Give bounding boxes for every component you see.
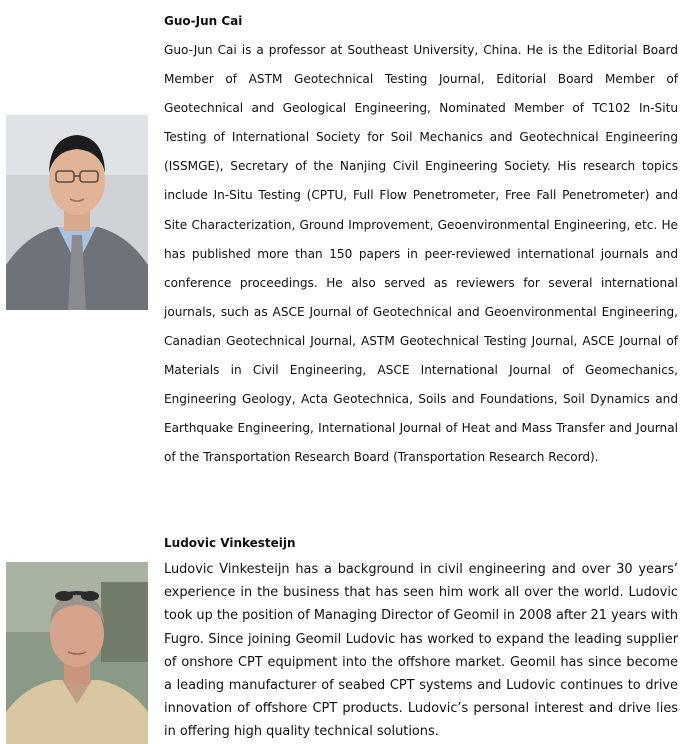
person-name: Ludovic Vinkesteijn: [164, 536, 296, 550]
biography-ludovic-vinkesteijn: [0, 530, 686, 744]
portrait-photo: [6, 562, 148, 744]
biography-text: Ludovic Vinkesteijn has a background in civil engineering and over 30 years’ experience in the business that has seen him work all over the world. Ludovic took up the position of Managing Director of Geomil in 2008 after 21 years with Fugro. Since joining Geomil Ludovic has worked to expand the leading supplier of onshore CPT equipment into the offshore market. Geomil has since become a leading manufacturer of seabed CPT systems and Ludovic continues to drive innovation of offshore CPT products. Ludovic’s personal interest and drive lies in offering high quality technical solutions.: [164, 562, 678, 740]
portrait-photo: [6, 115, 148, 310]
person-name: Guo-Jun Cai: [164, 14, 243, 28]
biography-text: Guo-Jun Cai is a professor at Southeast University, China. He is the Editorial Board Member of ASTM Geotechnical Testing Journal, Editorial Board Member of Geotechnical and Geological Engineering, Nominated Member of TC102 In-Situ Testing of International Society for Soil Mechanics and Geotechnical Engineering (ISSMGE), Secretary of the Nanjing Civil Engineering Society. His research topics include In-Situ Testing (CPTU, Full Flow Penetrometer, Free Fall Penetrometer) and Site Characterization, Ground Improvement, Geoenvironmental Engineering, etc. He has published more than 150 papers in peer-reviewed international journals and conference proceedings. He also served as reviewers for several international journals, such as ASCE Journal of Geotechnical and Geoenvironmental Engineering, Canadian Geotechnical Journal, ASTM Geotechnical Testing Journal, ASCE Journal of Materials in Civil Engineering, ASCE International Journal of Geomechanics, Engineering Geology, Acta Geotechnica, Soils and Foundations, Soil Dynamics and Earthquake Engineering, International Journal of Heat and Mass Transfer and Journal of the Transportation Research Board (Transportation Research Record).: [164, 43, 678, 465]
